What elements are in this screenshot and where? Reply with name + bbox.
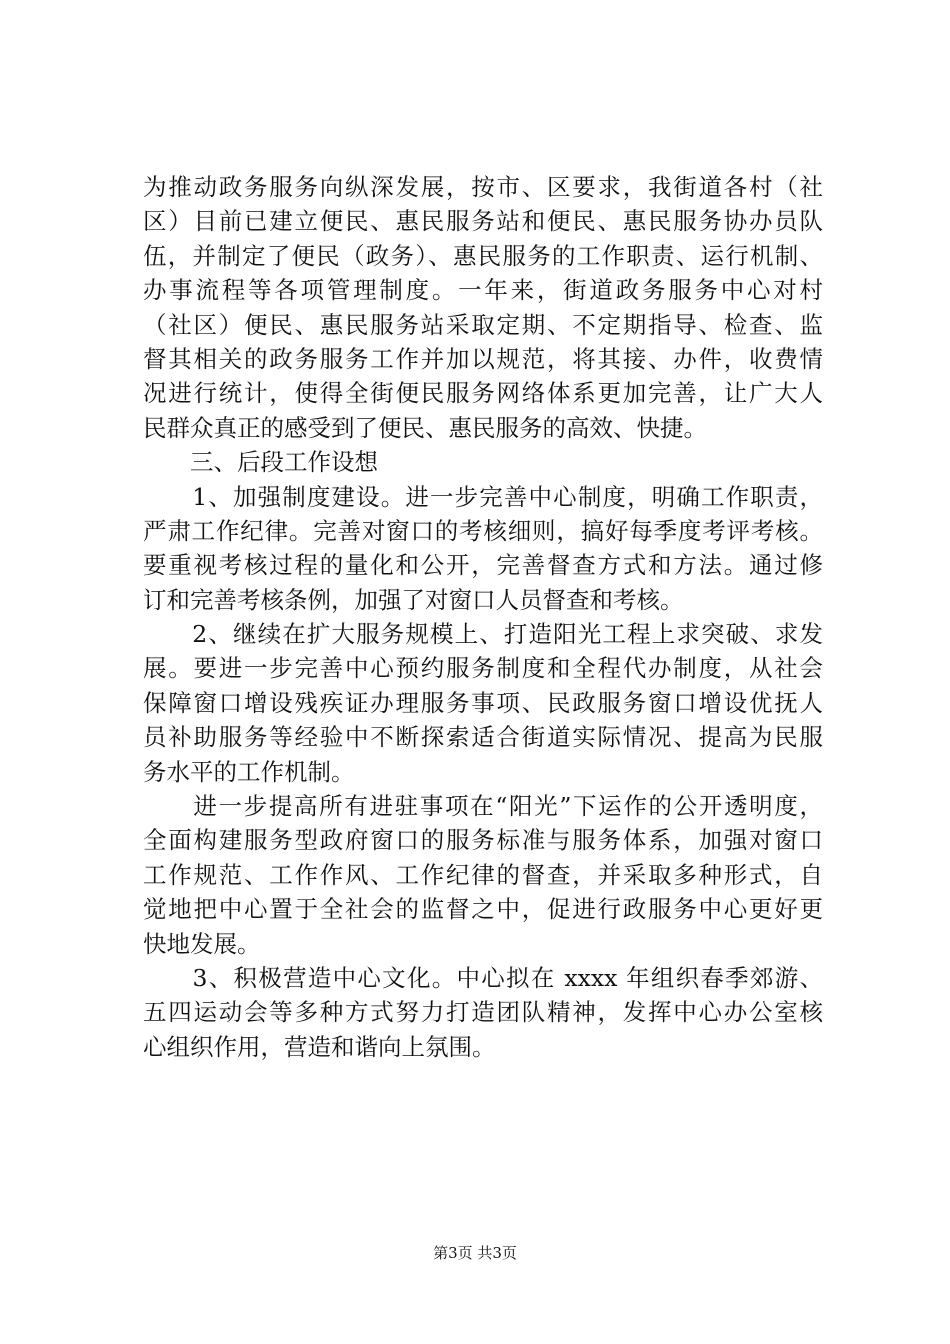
section-heading: 三、后段工作设想 (143, 448, 378, 477)
body-line: 全面构建服务型政府窗口的服务标准与服务体系，加强对窗口 (143, 826, 823, 855)
body-line: 订和完善考核条例，加强了对窗口人员督查和考核。 (143, 585, 684, 614)
body-line: 督其相关的政务服务工作并加以规范，将其接、办件，收费情 (143, 344, 823, 373)
page-footer: 第3页 共3页 (433, 1244, 517, 1262)
body-line: 工作规范、工作作风、工作纪律的督查，并采取多种形式，自 (143, 860, 823, 889)
body-line: 为推动政务服务向纵深发展，按市、区要求，我街道各村（社 (143, 173, 823, 201)
document-body (143, 170, 823, 1064)
body-line: 要重视考核过程的量化和公开，完善督查方式和方法。通过修 (143, 551, 823, 580)
body-line: 员补助服务等经验中不断探索适合街道实际情况、提高为民服 (143, 723, 823, 752)
body-line: 区）目前已建立便民、惠民服务站和便民、惠民服务协办员队 (143, 207, 823, 236)
body-line: 1、加强制度建设。进一步完善中心制度，明确工作职责， (143, 482, 823, 511)
body-line: 严肃工作纪律。完善对窗口的考核细则，搞好每季度考评考核。 (143, 516, 823, 545)
body-line: （社区）便民、惠民服务站采取定期、不定期指导、检查、监 (143, 310, 823, 339)
body-line: 伍，并制定了便民（政务）、惠民服务的工作职责、运行机制、 (143, 241, 823, 270)
body-line: 展。要进一步完善中心预约服务制度和全程代办制度，从社会 (143, 654, 823, 683)
body-line: 务水平的工作机制。 (143, 757, 355, 786)
body-line: 五四运动会等多种方式努力打造团队精神，发挥中心办公室核 (143, 998, 823, 1027)
body-line: 进一步提高所有进驻事项在“阳光”下运作的公开透明度， (143, 792, 823, 821)
body-line: 心组织作用，营造和谐向上氛围。 (143, 1032, 496, 1061)
body-line: 保障窗口增设残疾证办理服务事项、民政服务窗口增设优抚人 (143, 688, 823, 717)
body-line: 快地发展。 (143, 929, 261, 958)
body-line: 办事流程等各项管理制度。一年来，街道政务服务中心对村 (143, 276, 823, 305)
body-line: 况进行统计，使得全街便民服务网络体系更加完善，让广大人 (143, 379, 823, 408)
body-line: 2、继续在扩大服务规模上、打造阳光工程上求突破、求发 (143, 620, 823, 649)
body-line: 觉地把中心置于全社会的监督之中，促进行政服务中心更好更 (143, 895, 823, 924)
body-line: 民群众真正的感受到了便民、惠民服务的高效、快捷。 (143, 413, 707, 442)
body-line: 3、积极营造中心文化。中心拟在 xxxx 年组织春季郊游、 (143, 963, 823, 992)
